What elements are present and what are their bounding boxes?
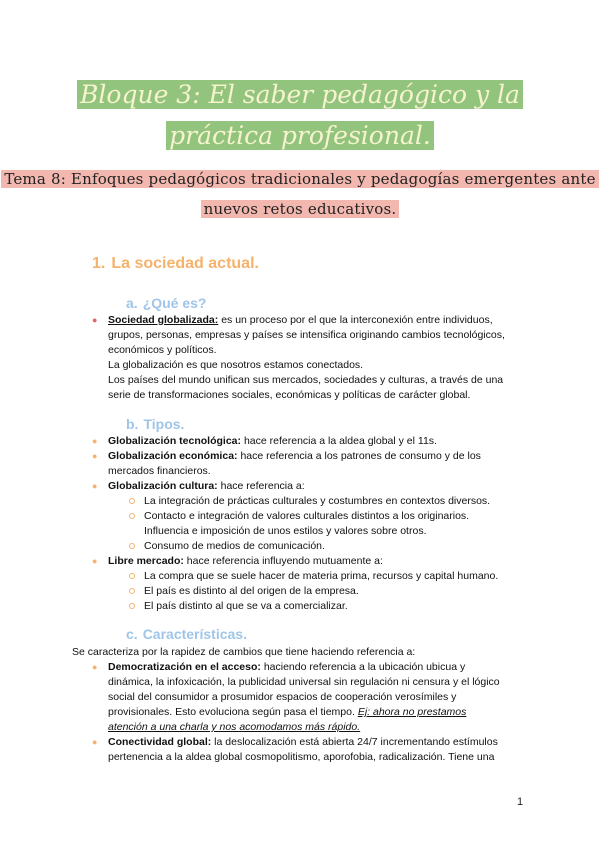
sub-bullet-icon — [129, 543, 135, 549]
definition-line: económicos y políticos. — [108, 344, 217, 356]
bullet-icon: ● — [92, 662, 98, 672]
bullet-icon: ● — [92, 315, 98, 325]
definition-line: Sociedad globalizada: es un proceso por el que la interconexión entre individuos, — [108, 314, 493, 326]
list-item: Democratización en el acceso: haciendo referencia a la ubicación ubicua y — [108, 661, 466, 673]
sub-bullet-icon — [129, 498, 135, 504]
sub-list-item: La compra que se suele hacer de materia prima, recursos y capital humano. — [144, 570, 499, 582]
sub-list-item: Consumo de medios de comunicación. — [144, 540, 325, 552]
list-item-continuation: dinámica, la infoxicación, la publicidad universal sin regulación ni censura y el lógico — [108, 676, 500, 688]
subheading-tipos: b. Tipos. — [126, 416, 185, 432]
sub-list-item: Contacto e integración de valores culturales distintos a los originarios. — [144, 510, 470, 522]
bullet-icon: ● — [92, 481, 98, 491]
example-text: Ej: ahora no prestamos — [357, 706, 467, 718]
block-title-line2: práctica profesional. — [0, 121, 600, 150]
sub-bullet-icon — [129, 603, 135, 609]
list-item: Libre mercado: hace referencia influyendo mutuamente a: — [108, 555, 383, 567]
example-text: atención a una charla y nos acomodamos más rápido. — [108, 721, 361, 733]
sub-list-item-continuation: Influencia e imposición de unos estilos y valores sobre otros. — [144, 525, 427, 537]
list-item: Globalización tecnológica: hace referencia a la aldea global y el 11s. — [108, 435, 437, 447]
paragraph-line: La globalización es que nosotros estamos conectados. — [108, 359, 364, 371]
sub-list-item: La integración de prácticas culturales y costumbres en contextos diversos. — [144, 495, 491, 507]
list-item-continuation: social del consumidor a prosumidor espacios de cooperación verosímiles y — [108, 691, 457, 703]
sub-list-item: El país distinto al que se va a comercializar. — [144, 600, 348, 612]
bullet-icon: ● — [92, 556, 98, 566]
bullet-icon: ● — [92, 737, 98, 747]
list-item: Conectividad global: la deslocalización está abierta 24/7 incrementando estímulos — [108, 736, 498, 748]
list-item-continuation: provisionales. Esto evoluciona según pasa el tiempo. Ej: ahora no prestamos — [108, 706, 467, 718]
paragraph-line: Se caracteriza por la rapidez de cambios que tiene haciendo referencia a: — [72, 646, 416, 658]
page-number: 1 — [517, 796, 524, 808]
paragraph-line: Los países del mundo unifican sus mercados, sociedades y culturas, a través de una — [108, 374, 504, 386]
list-item-continuation: mercados financieros. — [108, 465, 211, 477]
bullet-icon: ● — [92, 436, 98, 446]
bullet-icon: ● — [92, 451, 98, 461]
block-title-line1: Bloque 3: El saber pedagógico y la — [0, 80, 600, 109]
section-heading: 1. La sociedad actual. — [92, 255, 259, 272]
list-item-continuation: pertenencia a la aldea global cosmopolitismo, aporofobia, radicalización. Tiene una — [108, 751, 495, 763]
list-item: Globalización económica: hace referencia a los patrones de consumo y de los — [108, 450, 481, 462]
definition-line: grupos, personas, empresas y países se intensifica originando cambios tecnológicos, — [108, 329, 505, 341]
sub-bullet-icon — [129, 513, 135, 519]
tema-title-line2: nuevos retos educativos. — [0, 200, 600, 218]
list-item: Globalización cultura: hace referencia a: — [108, 480, 305, 492]
sub-list-item: El país es distinto al del origen de la empresa. — [144, 585, 359, 597]
tema-title-line1: Tema 8: Enfoques pedagógicos tradicionales y pedagogías emergentes ante — [0, 170, 600, 188]
subheading-que-es: a. ¿Qué es? — [126, 295, 207, 311]
paragraph-line: serie de transformaciones sociales, económicas y políticas de carácter global. — [108, 389, 471, 401]
subheading-caracteristicas: c. Características. — [126, 626, 247, 642]
sub-bullet-icon — [129, 588, 135, 594]
sub-bullet-icon — [129, 573, 135, 579]
